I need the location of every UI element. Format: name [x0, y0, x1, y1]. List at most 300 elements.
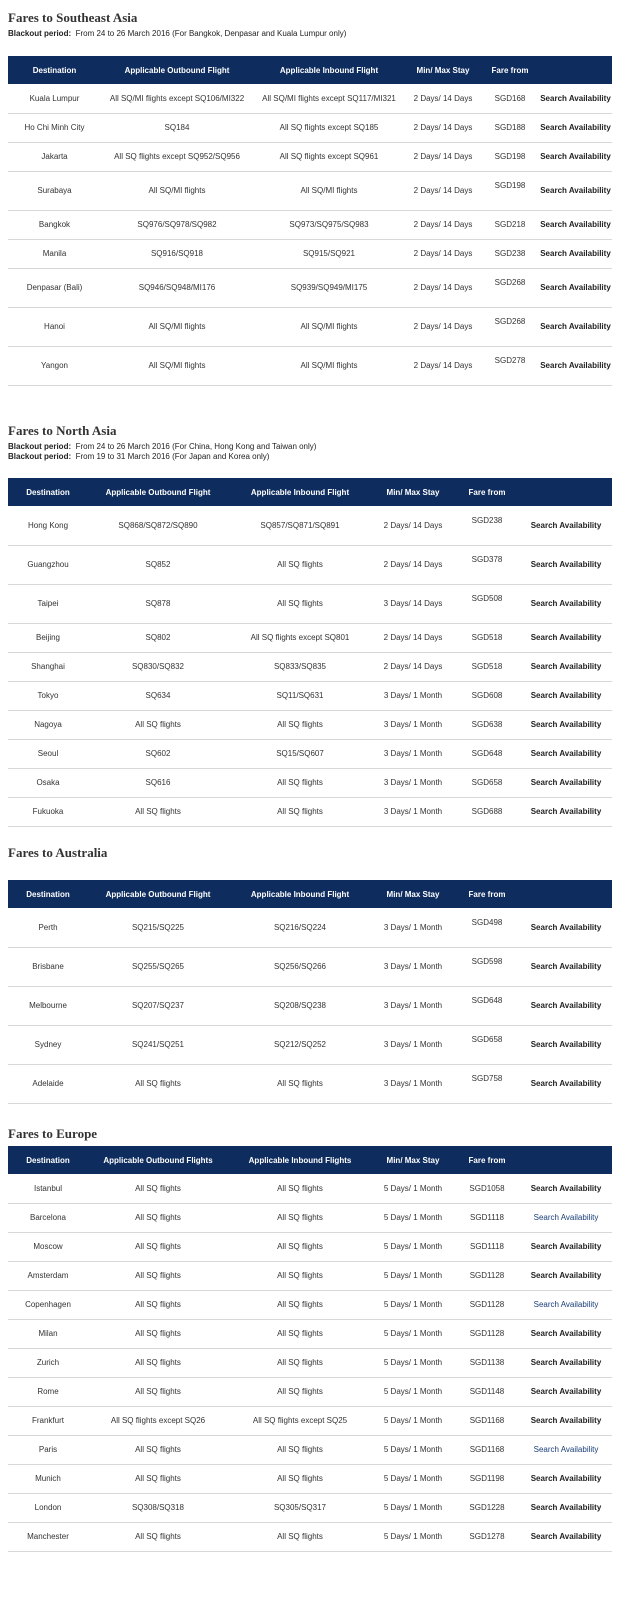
- destination-cell: Guangzhou: [27, 560, 69, 569]
- stay-cell: 5 Days/ 1 Month: [383, 1503, 443, 1512]
- stay-column: [372, 1348, 454, 1377]
- destination-column: [8, 1290, 88, 1319]
- destination-column: [8, 1261, 88, 1290]
- table-row: [8, 797, 612, 826]
- fare-column: [454, 584, 520, 623]
- inbound-flight-column: [253, 113, 405, 142]
- action-cell: [520, 1348, 612, 1377]
- stay-column: [405, 142, 481, 171]
- destination-column: [8, 623, 88, 652]
- fare-column: [454, 1348, 520, 1377]
- search-availability-link[interactable]: Search Availability: [530, 1503, 602, 1512]
- header-destination: Destination: [8, 1146, 88, 1174]
- action-cell: [520, 739, 612, 768]
- fare-cell: SGD198: [494, 152, 526, 161]
- outbound-flight-column: [88, 986, 228, 1025]
- fare-column: [454, 986, 520, 1025]
- outbound-flight-cell: All SQ/MI flights: [148, 186, 206, 195]
- action-cell: [520, 1464, 612, 1493]
- search-availability-link[interactable]: Search Availability: [530, 520, 602, 530]
- section-title: Fares to North Asia: [8, 423, 117, 438]
- stay-column: [372, 623, 454, 652]
- table-row: [8, 1064, 612, 1103]
- table-header-row: [8, 478, 612, 506]
- outbound-flight-cell: SQ602: [145, 749, 171, 758]
- action-cell: [520, 1203, 612, 1232]
- outbound-flight-cell: All SQ/MI flights: [148, 361, 206, 370]
- outbound-flight-cell: All SQ flights: [135, 1358, 181, 1367]
- destination-cell: Surabaya: [37, 186, 72, 195]
- fare-column: [454, 1464, 520, 1493]
- destination-column: [8, 1435, 88, 1464]
- inbound-flight-cell: SQ305/SQ317: [273, 1503, 327, 1512]
- section-europe: [8, 1126, 612, 1552]
- outbound-flight-column: [88, 1522, 228, 1551]
- stay-column: [372, 652, 454, 681]
- outbound-flight-column: [88, 1064, 228, 1103]
- fare-column: [454, 739, 520, 768]
- fare-column: [454, 623, 520, 652]
- action-cell: [520, 584, 612, 623]
- search-availability-link[interactable]: Search Availability: [530, 1416, 602, 1425]
- outbound-flight-column: [101, 307, 253, 346]
- action-cell: [520, 623, 612, 652]
- destination-column: [8, 268, 101, 307]
- outbound-flight-cell: All SQ flights: [135, 1329, 181, 1338]
- outbound-flight-column: [88, 1435, 228, 1464]
- outbound-flight-cell: SQ868/SQ872/SQ890: [118, 520, 198, 530]
- fare-column: [481, 210, 539, 239]
- destination-cell: Seoul: [37, 749, 59, 758]
- outbound-flight-column: [101, 171, 253, 210]
- destination-column: [8, 1348, 88, 1377]
- outbound-flight-column: [88, 1203, 228, 1232]
- fare-column: [481, 84, 539, 113]
- stay-cell: 5 Days/ 1 Month: [383, 1532, 443, 1541]
- inbound-flight-cell: All SQ flights: [277, 1183, 323, 1193]
- search-availability-link[interactable]: Search Availability: [530, 560, 602, 569]
- fare-column: [454, 797, 520, 826]
- stay-cell: 2 Days/ 14 Days: [413, 186, 473, 195]
- destination-cell: Rome: [37, 1387, 59, 1396]
- outbound-flight-column: [88, 768, 228, 797]
- inbound-flight-column: [228, 1025, 372, 1064]
- action-cell: [520, 1406, 612, 1435]
- fare-cell: SGD268: [494, 278, 526, 287]
- stay-column: [372, 1406, 454, 1435]
- search-availability-link[interactable]: Search Availability: [530, 1329, 602, 1338]
- stay-cell: 5 Days/ 1 Month: [383, 1300, 443, 1309]
- fare-column: [454, 1025, 520, 1064]
- stay-cell: 3 Days/ 1 Month: [383, 1001, 443, 1010]
- stay-cell: 5 Days/ 1 Month: [383, 1271, 443, 1280]
- fare-column: [454, 710, 520, 739]
- outbound-flight-column: [88, 797, 228, 826]
- table-row: [8, 1377, 612, 1406]
- inbound-flight-cell: All SQ flights: [277, 1445, 323, 1454]
- destination-column: [8, 1493, 88, 1522]
- fare-column: [454, 947, 520, 986]
- destination-cell: Paris: [38, 1445, 58, 1454]
- search-availability-link[interactable]: Search Availability: [533, 1445, 599, 1454]
- inbound-flight-cell: All SQ flights: [277, 1271, 323, 1280]
- search-availability-link[interactable]: Search Availability: [533, 1213, 599, 1222]
- stay-column: [405, 171, 481, 210]
- inbound-flight-column: [228, 739, 372, 768]
- fare-column: [481, 239, 539, 268]
- fare-column: [481, 307, 539, 346]
- destination-cell: Fukuoka: [32, 807, 64, 816]
- search-availability-link[interactable]: Search Availability: [530, 662, 602, 671]
- inbound-flight-column: [228, 1319, 372, 1348]
- inbound-flight-column: [228, 1348, 372, 1377]
- header-fare-from: Fare from: [481, 56, 539, 84]
- table-row: [8, 307, 612, 346]
- inbound-flight-column: [228, 584, 372, 623]
- stay-column: [372, 1319, 454, 1348]
- search-availability-link[interactable]: Search Availability: [530, 778, 602, 787]
- outbound-flight-column: [88, 1493, 228, 1522]
- stay-cell: 3 Days/ 1 Month: [383, 922, 443, 932]
- destination-cell: Sydney: [34, 1040, 62, 1049]
- outbound-flight-cell: All SQ flights: [135, 1079, 181, 1088]
- inbound-flight-column: [228, 681, 372, 710]
- destination-cell: Munich: [35, 1474, 61, 1483]
- stay-cell: 2 Days/ 14 Days: [383, 560, 443, 569]
- outbound-flight-column: [88, 908, 228, 947]
- search-availability-link[interactable]: Search Availability: [533, 1300, 599, 1309]
- search-availability-link[interactable]: Search Availability: [540, 186, 611, 195]
- search-availability-link[interactable]: Search Availability: [530, 1387, 602, 1396]
- outbound-flight-cell: All SQ flights: [135, 1183, 181, 1193]
- stay-column: [372, 584, 454, 623]
- destination-cell: Perth: [38, 922, 58, 932]
- destination-column: [8, 1203, 88, 1232]
- outbound-flight-cell: SQ830/SQ832: [131, 662, 185, 671]
- stay-column: [372, 710, 454, 739]
- stay-cell: 5 Days/ 1 Month: [383, 1445, 443, 1454]
- outbound-flight-column: [88, 506, 228, 545]
- fare-cell: SGD1168: [469, 1445, 505, 1454]
- stay-cell: 5 Days/ 1 Month: [383, 1242, 443, 1251]
- outbound-flight-column: [88, 1377, 228, 1406]
- search-availability-link[interactable]: Search Availability: [530, 807, 602, 816]
- outbound-flight-cell: All SQ/MI flights except SQ106/MI322: [109, 93, 245, 103]
- fare-cell: SGD238: [494, 249, 526, 258]
- inbound-flight-column: [228, 545, 372, 584]
- inbound-flight-column: [228, 1406, 372, 1435]
- search-availability-link[interactable]: Search Availability: [530, 1358, 602, 1367]
- fare-cell: SGD238: [471, 515, 503, 525]
- inbound-flight-column: [228, 1174, 372, 1203]
- stay-column: [372, 1522, 454, 1551]
- destination-column: [8, 739, 88, 768]
- outbound-flight-cell: SQ616: [145, 778, 171, 787]
- action-cell: [520, 1435, 612, 1464]
- stay-cell: 5 Days/ 1 Month: [383, 1416, 443, 1425]
- header-fare-from: Fare from: [454, 478, 520, 506]
- search-availability-link[interactable]: Search Availability: [530, 1183, 602, 1193]
- fare-column: [454, 1174, 520, 1203]
- action-cell: [539, 113, 612, 142]
- table-row: [8, 986, 612, 1025]
- stay-cell: 3 Days/ 1 Month: [383, 807, 443, 816]
- table-row: [8, 545, 612, 584]
- search-availability-link[interactable]: Search Availability: [530, 1079, 602, 1088]
- inbound-flight-column: [253, 346, 405, 385]
- search-availability-link[interactable]: Search Availability: [530, 1001, 602, 1010]
- inbound-flight-cell: All SQ flights except SQ801: [250, 633, 350, 642]
- header-destination: Destination: [8, 478, 88, 506]
- table-row: [8, 506, 612, 545]
- destination-cell: Nagoya: [34, 720, 62, 729]
- search-availability-link[interactable]: Search Availability: [540, 283, 611, 292]
- stay-column: [372, 1377, 454, 1406]
- fare-column: [481, 142, 539, 171]
- action-cell: [520, 768, 612, 797]
- action-cell: [520, 947, 612, 986]
- destination-column: [8, 210, 101, 239]
- destination-column: [8, 947, 88, 986]
- inbound-flight-column: [228, 652, 372, 681]
- header-destination: Destination: [8, 880, 88, 908]
- section-australia: [8, 845, 612, 1104]
- outbound-flight-cell: All SQ flights: [135, 1532, 181, 1541]
- destination-column: [8, 239, 101, 268]
- destination-cell: Ho Chi Minh City: [24, 123, 85, 132]
- header-outbound-flight: Applicable Outbound Flight: [88, 478, 228, 506]
- search-availability-link[interactable]: Search Availability: [530, 922, 602, 932]
- header-inbound-flight: Applicable Inbound Flight: [228, 880, 372, 908]
- destination-column: [8, 1377, 88, 1406]
- inbound-flight-column: [228, 797, 372, 826]
- stay-column: [372, 739, 454, 768]
- destination-column: [8, 681, 88, 710]
- outbound-flight-cell: SQ241/SQ251: [131, 1040, 185, 1049]
- stay-cell: 5 Days/ 1 Month: [383, 1358, 443, 1367]
- search-availability-link[interactable]: Search Availability: [540, 361, 611, 370]
- fare-column: [454, 545, 520, 584]
- inbound-flight-cell: All SQ flights except SQ25: [252, 1416, 348, 1425]
- inbound-flight-cell: SQ208/SQ238: [273, 1001, 327, 1010]
- inbound-flight-cell: All SQ flights: [277, 720, 323, 729]
- destination-column: [8, 797, 88, 826]
- search-availability-link[interactable]: Search Availability: [530, 633, 602, 642]
- stay-column: [372, 545, 454, 584]
- destination-cell: Osaka: [36, 778, 60, 787]
- destination-cell: Yangon: [41, 361, 68, 370]
- inbound-flight-cell: SQ973/SQ975/SQ983: [289, 220, 369, 229]
- search-availability-link[interactable]: Search Availability: [540, 123, 611, 132]
- outbound-flight-cell: SQ946/SQ948/MI176: [138, 283, 216, 292]
- destination-column: [8, 584, 88, 623]
- inbound-flight-cell: SQ216/SQ224: [273, 922, 327, 932]
- destination-cell: Jakarta: [41, 152, 68, 161]
- inbound-flight-cell: All SQ flights: [277, 599, 323, 608]
- outbound-flight-column: [101, 210, 253, 239]
- inbound-flight-column: [228, 768, 372, 797]
- destination-column: [8, 986, 88, 1025]
- stay-column: [372, 1290, 454, 1319]
- stay-cell: 5 Days/ 1 Month: [383, 1474, 443, 1483]
- fare-table: [8, 1146, 612, 1552]
- table-header-row: [8, 56, 612, 84]
- fare-cell: SGD688: [471, 807, 503, 816]
- action-cell: [520, 710, 612, 739]
- stay-column: [405, 346, 481, 385]
- action-cell: [520, 506, 612, 545]
- table-row: [8, 113, 612, 142]
- search-availability-link[interactable]: Search Availability: [540, 322, 611, 331]
- fare-cell: SGD1128: [469, 1300, 505, 1309]
- fare-column: [454, 1290, 520, 1319]
- inbound-flight-column: [228, 1435, 372, 1464]
- outbound-flight-cell: SQ207/SQ237: [131, 1001, 185, 1010]
- outbound-flight-cell: All SQ flights except SQ26: [110, 1416, 206, 1425]
- outbound-flight-cell: All SQ/MI flights: [148, 322, 206, 331]
- outbound-flight-column: [88, 739, 228, 768]
- table-row: [8, 652, 612, 681]
- stay-column: [372, 506, 454, 545]
- inbound-flight-cell: SQ833/SQ835: [273, 662, 327, 671]
- action-cell: [539, 210, 612, 239]
- destination-column: [8, 1174, 88, 1203]
- stay-column: [405, 268, 481, 307]
- fare-table: [8, 478, 612, 827]
- action-cell: [520, 652, 612, 681]
- table-row: [8, 1435, 612, 1464]
- outbound-flight-cell: SQ976/SQ978/SQ982: [137, 220, 217, 229]
- stay-column: [372, 1064, 454, 1103]
- search-availability-link[interactable]: Search Availability: [530, 599, 602, 608]
- destination-cell: Bangkok: [38, 220, 71, 229]
- fare-cell: SGD658: [471, 1035, 503, 1044]
- fare-column: [454, 1435, 520, 1464]
- destination-column: [8, 307, 101, 346]
- header-outbound-flight: Applicable Outbound Flight: [101, 56, 253, 84]
- outbound-flight-column: [101, 346, 253, 385]
- outbound-flight-column: [88, 1025, 228, 1064]
- search-availability-link[interactable]: Search Availability: [540, 220, 611, 229]
- header-inbound-flight: Applicable Inbound Flight: [253, 56, 405, 84]
- action-cell: [520, 545, 612, 584]
- inbound-flight-cell: All SQ flights: [277, 778, 323, 787]
- inbound-flight-cell: All SQ flights: [277, 1213, 323, 1222]
- action-cell: [520, 1064, 612, 1103]
- search-availability-link[interactable]: Search Availability: [540, 152, 611, 161]
- outbound-flight-cell: All SQ flights: [135, 1271, 181, 1280]
- table-row: [8, 1203, 612, 1232]
- inbound-flight-cell: All SQ flights: [277, 1329, 323, 1338]
- inbound-flight-column: [228, 908, 372, 947]
- fare-column: [454, 1406, 520, 1435]
- search-availability-link[interactable]: Search Availability: [540, 93, 611, 103]
- inbound-flight-cell: All SQ flights except SQ185: [279, 123, 379, 132]
- search-availability-link[interactable]: Search Availability: [530, 962, 602, 971]
- search-availability-link[interactable]: Search Availability: [530, 1271, 602, 1280]
- destination-column: [8, 142, 101, 171]
- fare-cell: SGD1138: [469, 1358, 505, 1367]
- destination-column: [8, 1064, 88, 1103]
- inbound-flight-column: [228, 1377, 372, 1406]
- stay-cell: 2 Days/ 14 Days: [383, 633, 443, 642]
- fare-table: [8, 880, 612, 1104]
- inbound-flight-column: [228, 506, 372, 545]
- table-row: [8, 268, 612, 307]
- destination-cell: Shanghai: [31, 662, 65, 671]
- action-cell: [539, 346, 612, 385]
- search-availability-link[interactable]: Search Availability: [530, 1242, 602, 1251]
- fare-column: [454, 1232, 520, 1261]
- inbound-flight-cell: All SQ flights: [277, 560, 323, 569]
- stay-column: [405, 307, 481, 346]
- outbound-flight-column: [88, 1348, 228, 1377]
- outbound-flight-column: [88, 681, 228, 710]
- destination-column: [8, 1232, 88, 1261]
- table-row: [8, 623, 612, 652]
- outbound-flight-column: [101, 268, 253, 307]
- stay-cell: 3 Days/ 1 Month: [383, 749, 443, 758]
- action-cell: [520, 1319, 612, 1348]
- fare-cell: SGD218: [494, 220, 526, 229]
- inbound-flight-cell: SQ915/SQ921: [302, 249, 356, 258]
- header-action: [520, 1146, 612, 1174]
- inbound-flight-cell: All SQ flights: [277, 1300, 323, 1309]
- destination-cell: Beijing: [35, 633, 60, 642]
- table-row: [8, 1261, 612, 1290]
- destination-column: [8, 171, 101, 210]
- inbound-flight-cell: All SQ flights: [277, 1532, 323, 1541]
- table-row: [8, 1290, 612, 1319]
- search-availability-link[interactable]: Search Availability: [530, 1474, 602, 1483]
- table-row: [8, 768, 612, 797]
- destination-column: [8, 1025, 88, 1064]
- outbound-flight-cell: All SQ flights: [135, 1387, 181, 1396]
- inbound-flight-cell: All SQ/MI flights: [300, 322, 358, 331]
- search-availability-link[interactable]: Search Availability: [530, 1532, 602, 1541]
- fare-column: [454, 506, 520, 545]
- search-availability-link[interactable]: Search Availability: [530, 749, 602, 758]
- fare-cell: SGD608: [471, 691, 503, 700]
- search-availability-link[interactable]: Search Availability: [540, 249, 611, 258]
- outbound-flight-column: [88, 1261, 228, 1290]
- fare-cell: SGD658: [471, 778, 503, 787]
- inbound-flight-column: [253, 142, 405, 171]
- table-row: [8, 1522, 612, 1551]
- search-availability-link[interactable]: Search Availability: [530, 1040, 602, 1049]
- stay-column: [372, 681, 454, 710]
- inbound-flight-column: [253, 84, 405, 113]
- action-cell: [539, 171, 612, 210]
- action-cell: [539, 142, 612, 171]
- fare-column: [454, 1064, 520, 1103]
- search-availability-link[interactable]: Search Availability: [530, 691, 602, 700]
- stay-cell: 3 Days/ 1 Month: [383, 691, 443, 700]
- destination-cell: Hanoi: [44, 322, 65, 331]
- destination-column: [8, 1406, 88, 1435]
- outbound-flight-column: [88, 652, 228, 681]
- outbound-flight-column: [101, 239, 253, 268]
- search-availability-link[interactable]: Search Availability: [530, 720, 602, 729]
- destination-cell: Copenhagen: [25, 1300, 71, 1309]
- outbound-flight-column: [88, 1232, 228, 1261]
- inbound-flight-column: [228, 710, 372, 739]
- outbound-flight-column: [88, 584, 228, 623]
- fare-cell: SGD1278: [469, 1532, 505, 1541]
- outbound-flight-cell: SQ802: [145, 633, 171, 642]
- destination-column: [8, 710, 88, 739]
- inbound-flight-cell: All SQ flights except SQ961: [279, 152, 379, 161]
